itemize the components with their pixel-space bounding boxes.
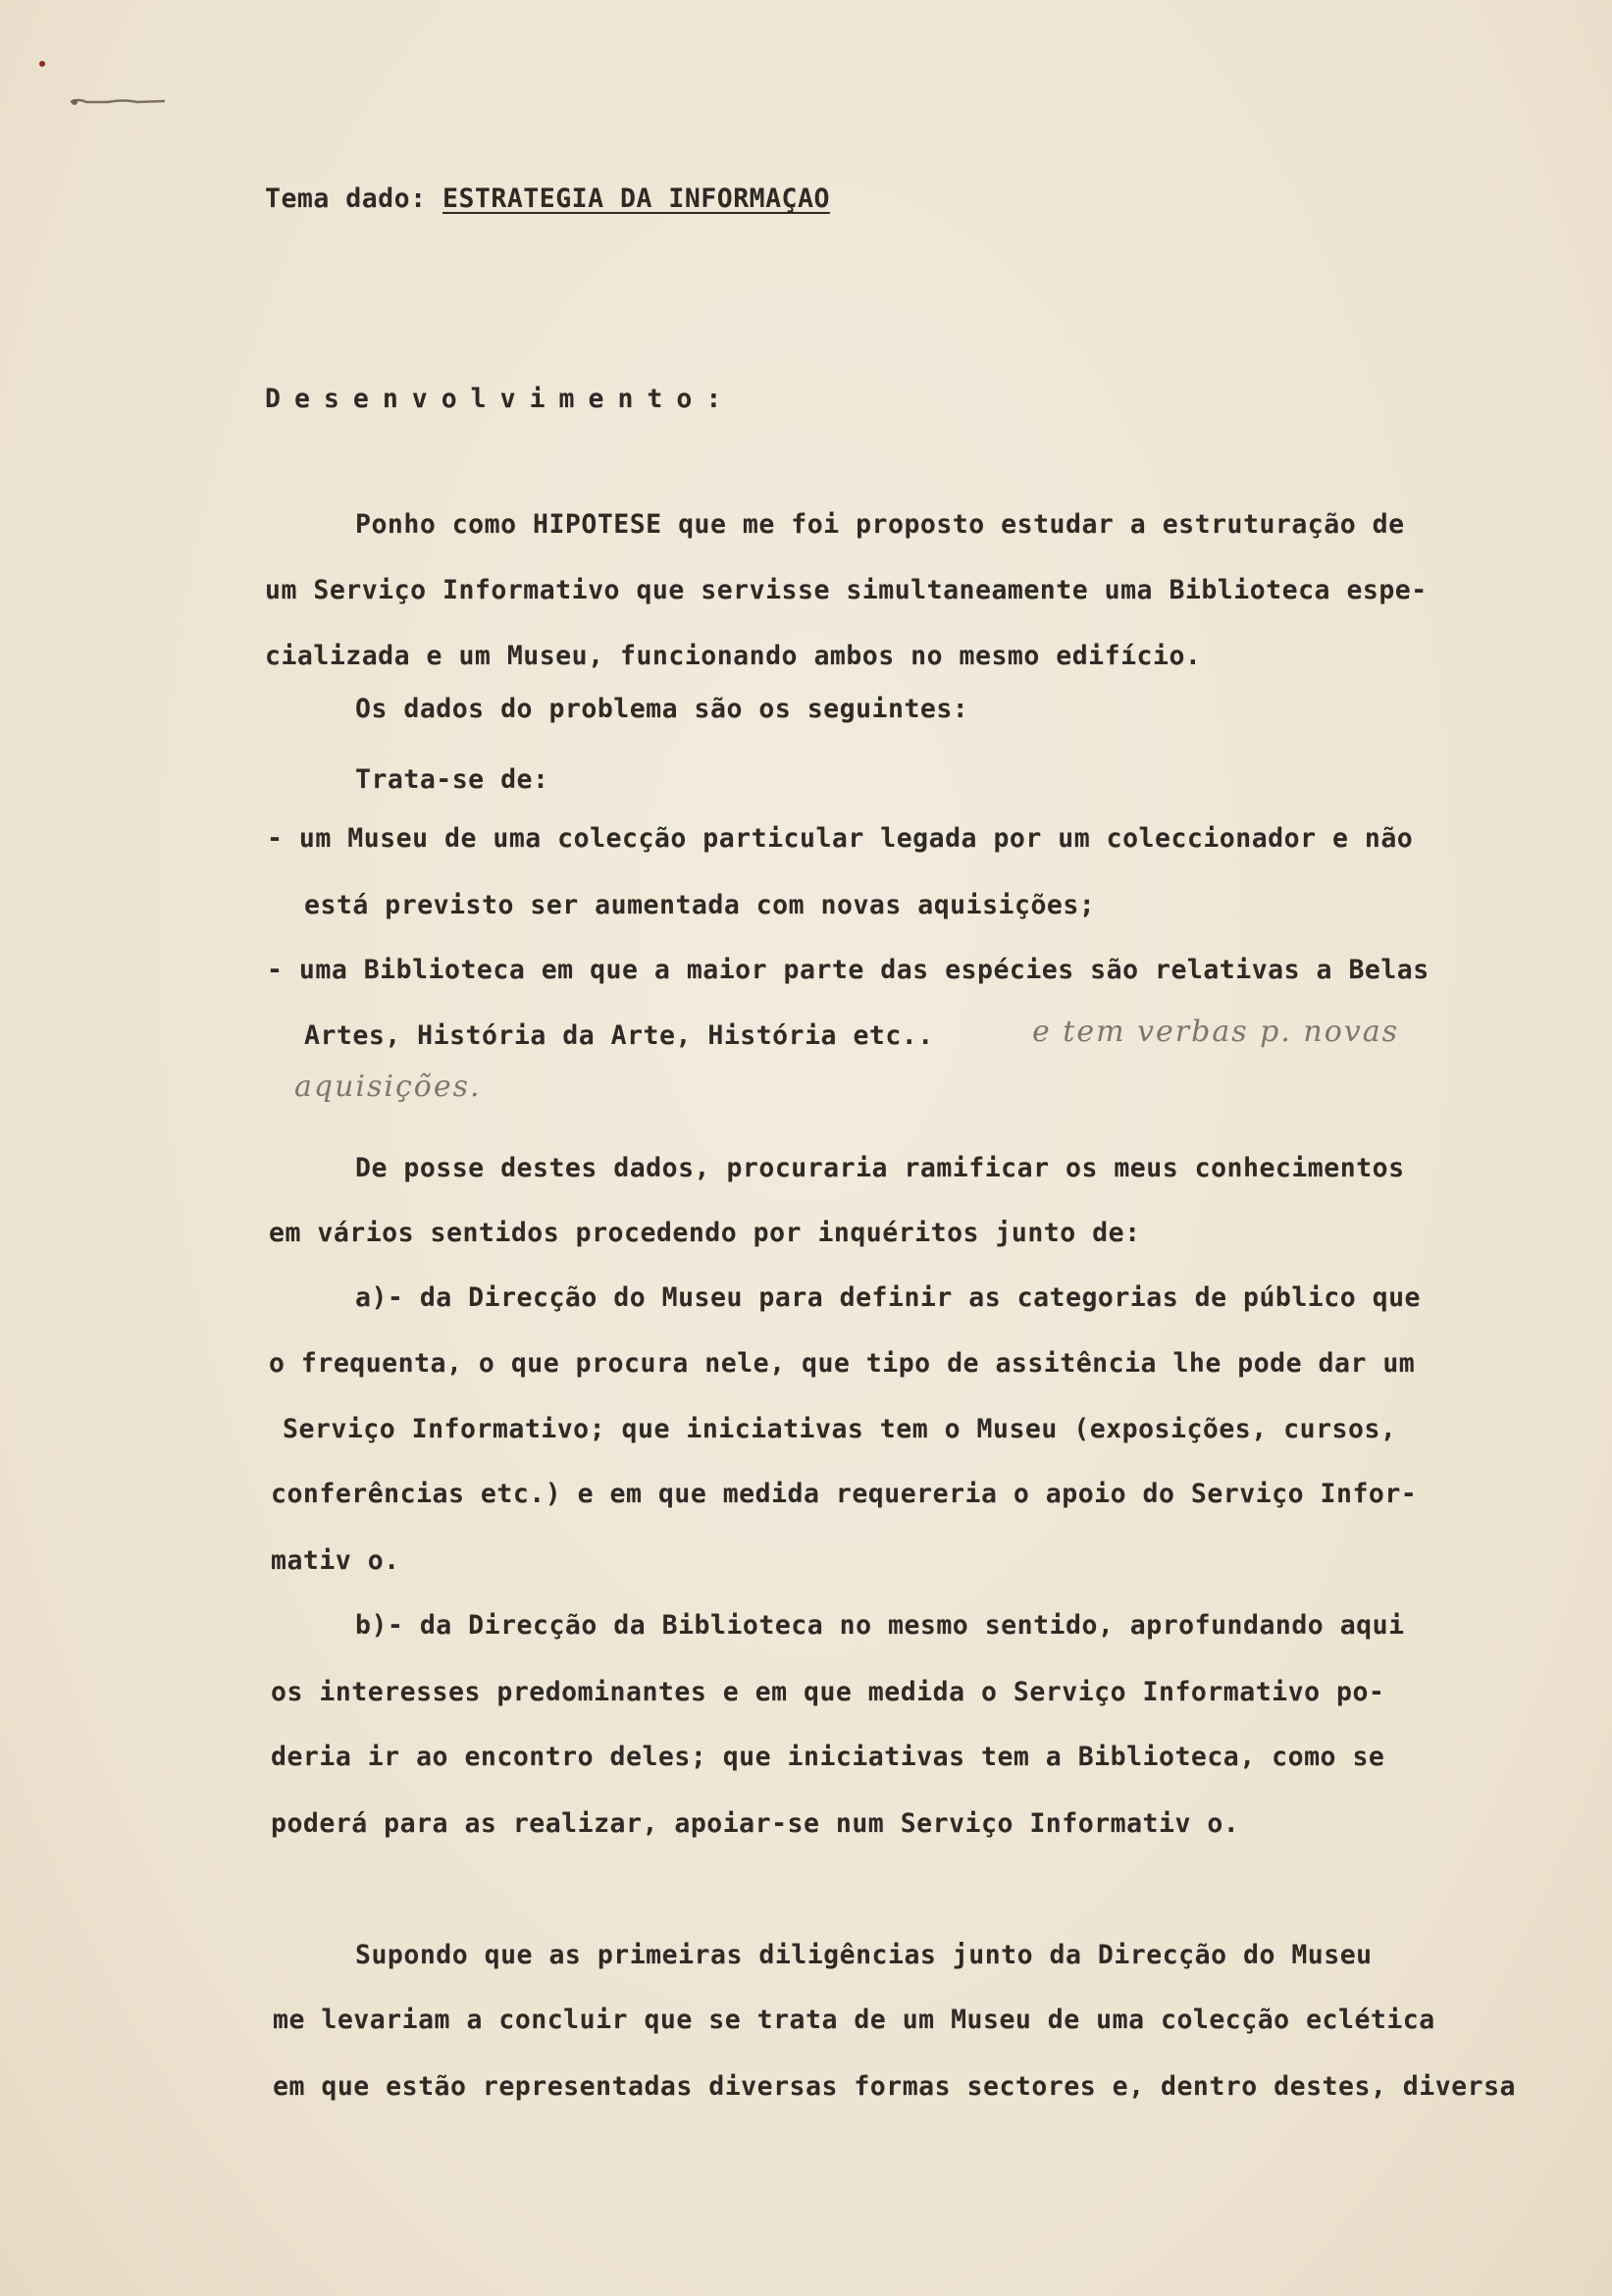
text-line: em que estão representadas diversas formas sectores e, dentro destes, diversa bbox=[273, 2071, 1516, 2102]
paper-mark bbox=[39, 61, 45, 67]
text-line: o frequenta, o que procura nele, que tipo de assitência lhe pode dar um bbox=[269, 1348, 1416, 1379]
text-line: deria ir ao encontro deles; que iniciativas tem a Biblioteca, como se bbox=[271, 1742, 1385, 1772]
title-prefix: Tema dado: bbox=[265, 183, 427, 214]
handwritten-note: e tem verbas p. novas bbox=[1032, 1015, 1400, 1049]
text-line: conferências etc.) e em que medida requereria o apoio do Serviço Infor- bbox=[271, 1479, 1418, 1509]
text-line: um Serviço Informativo que servisse simultaneamente uma Biblioteca espe- bbox=[265, 575, 1428, 605]
text-line: Os dados do problema são os seguintes: bbox=[355, 694, 969, 724]
text-line: Supondo que as primeiras diligências junto da Direcção do Museu bbox=[355, 1940, 1373, 1970]
text-line: - uma Biblioteca em que a maior parte das espécies são relativas a Belas bbox=[267, 955, 1430, 985]
text-line: poderá para as realizar, apoiar-se num Serviço Informativ o. bbox=[271, 1808, 1240, 1839]
text-line: os interesses predominantes e em que medida o Serviço Informativo po- bbox=[271, 1677, 1385, 1707]
title-line bbox=[265, 183, 830, 216]
text-line: mativ o. bbox=[271, 1545, 400, 1576]
text-line: em vários sentidos procedendo por inquéritos junto de: bbox=[269, 1218, 1141, 1248]
text-line: a)- da Direcção do Museu para definir as categorias de público que bbox=[355, 1282, 1421, 1313]
section-heading: Desenvolvimento: bbox=[265, 384, 736, 414]
text-line: Ponho como HIPOTESE que me foi proposto estudar a estruturação de bbox=[355, 509, 1405, 540]
text-line: - um Museu de uma colecção particular legada por um coleccionador e não bbox=[267, 823, 1414, 854]
text-line: Artes, História da Arte, História etc.. bbox=[304, 1020, 934, 1051]
document-title: ESTRATEGIA DA INFORMAÇAO bbox=[442, 183, 830, 214]
text-line: De posse destes dados, procuraria ramificar os meus conhecimentos bbox=[355, 1153, 1405, 1183]
text-line: me levariam a concluir que se trata de um Museu de uma colecção eclética bbox=[273, 2005, 1435, 2035]
text-line: Trata-se de: bbox=[355, 764, 549, 795]
handwritten-note: aquisições. bbox=[294, 1070, 482, 1104]
text-line: b)- da Direcção da Biblioteca no mesmo sentido, aprofundando aqui bbox=[355, 1610, 1405, 1641]
text-line: cializada e um Museu, funcionando ambos no mesmo edifício. bbox=[265, 641, 1202, 671]
text-line: está previsto ser aumentada com novas aquisições; bbox=[304, 890, 1096, 920]
staple-mark-icon bbox=[69, 96, 167, 106]
text-line: Serviço Informativo; que iniciativas tem o Museu (exposições, cursos, bbox=[283, 1414, 1397, 1444]
